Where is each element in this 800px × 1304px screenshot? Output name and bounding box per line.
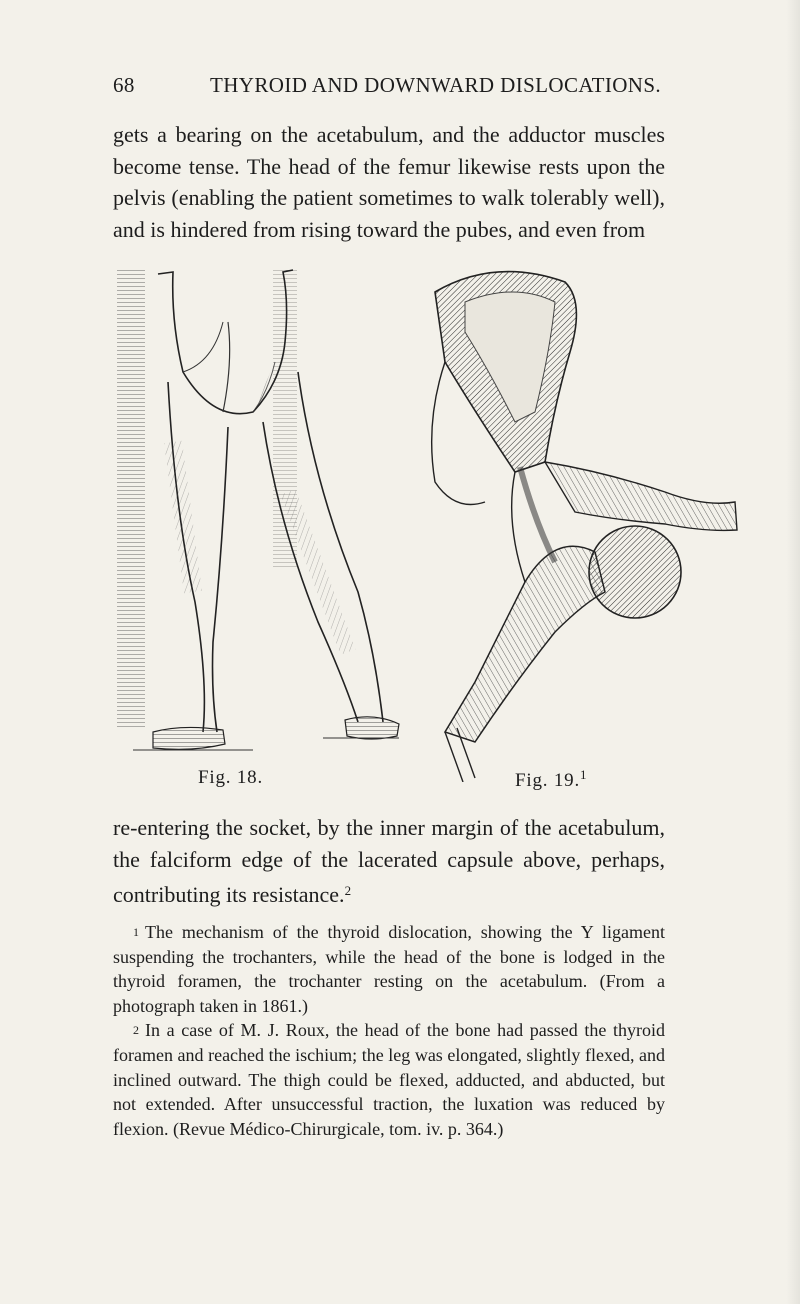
paragraph-bottom-text: re-entering the socket, by the inner margin of the acetabulum, the falciform edge of the lacerated capsule above, perhaps, contributing its resistance. [113,815,665,907]
figure-18-caption: Fig. 18. [198,767,263,788]
footnote-2-mark: 2 [133,1023,139,1038]
footnote-1-text: The mechanism of the thyroid dislocation, showing the Y ligament suspending the trochanters, while the head of the bone is lodged in the thyroid foramen, the trochanter resting on the acetabulum. (From a photograph taken in 1861.) [113,922,665,1016]
figure-19-caption-text: Fig. 19. [515,770,580,791]
footnote-2 [113,1018,665,1141]
page-edge-shadow [786,0,800,1304]
running-head: THYROID AND DOWNWARD DISLOCATIONS. [210,73,662,97]
footnotes [113,920,665,1141]
figure-19-illustration [405,262,743,782]
figure-19-caption [515,767,587,792]
figure-18-illustration [113,262,401,782]
footnote-1 [113,920,665,1018]
figure-19-note-ref: 1 [580,767,588,782]
figures-block [113,262,743,800]
paragraph-note-ref: 2 [344,883,352,898]
footnote-2-text: In a case of M. J. Roux, the head of the bone had passed the thyroid foramen and reached the ischium; the leg was elongated, slightly flexed, and inclined outward. The thigh could be flexed, adducted, and abducted, but not extended. After unsuccessful traction, the luxation was reduced by flexion. (Revue Médico-Chirurgicale, tom. iv. p. 364.) [113,1020,665,1139]
paragraph-top: gets a bearing on the acetabulum, and the adductor muscles become tense. The head of the femur likewise rests upon the pelvis (enabling the patient sometimes to walk tolerably well), and is hindered from rising toward the pubes, and even from [113,122,665,242]
page-header [113,73,662,107]
page-number: 68 [113,73,135,97]
paragraph-bottom [113,812,665,911]
footnote-1-mark: 1 [133,925,139,939]
